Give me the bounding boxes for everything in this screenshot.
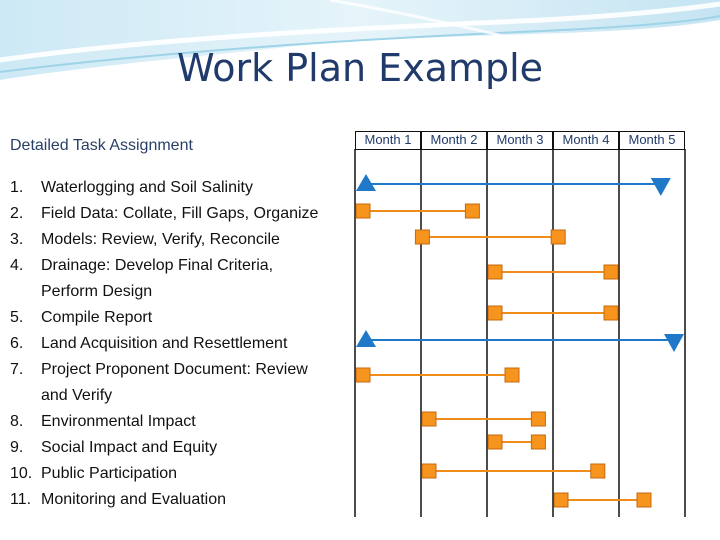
activity-start-box xyxy=(554,493,568,507)
month-header-1: Month 1 xyxy=(364,132,412,147)
task-label: Drainage: Develop Final Criteria, xyxy=(41,257,274,274)
task-label: Compile Report xyxy=(41,309,153,326)
activity-end-box xyxy=(531,412,545,426)
task-number: 7. xyxy=(10,361,24,378)
activity-start-box xyxy=(422,464,436,478)
task-label: Models: Review, Verify, Reconcile xyxy=(41,231,280,248)
milestone-start-triangle xyxy=(356,330,376,347)
activity-end-box xyxy=(604,265,618,279)
task-label: Project Proponent Document: Review xyxy=(41,361,308,378)
task-number: 11. xyxy=(10,491,32,508)
activity-start-box xyxy=(356,368,370,382)
month-header-cell xyxy=(488,132,553,150)
activity-end-box xyxy=(531,435,545,449)
activity-start-box xyxy=(488,265,502,279)
milestone-end-triangle xyxy=(664,334,684,352)
task-label: Field Data: Collate, Fill Gaps, Organize xyxy=(41,205,319,222)
month-header-cell xyxy=(356,132,421,150)
activity-end-box xyxy=(591,464,605,478)
milestone-start-triangle xyxy=(356,174,376,191)
task-label: Waterlogging and Soil Salinity xyxy=(41,179,253,196)
task-label: and Verify xyxy=(41,387,113,404)
month-header-cell xyxy=(422,132,487,150)
month-header-cell xyxy=(620,132,685,150)
month-header-4: Month 4 xyxy=(562,132,610,147)
task-label: Public Participation xyxy=(41,465,178,482)
task-label: Environmental Impact xyxy=(41,413,196,430)
activity-start-box xyxy=(356,204,370,218)
milestone-end-triangle xyxy=(651,178,671,196)
task-number: 8. xyxy=(10,413,24,430)
task-number: 5. xyxy=(10,309,24,326)
task-number: 9. xyxy=(10,439,24,456)
month-header-cell xyxy=(554,132,619,150)
task-number: 1. xyxy=(10,179,24,196)
task-number: 2. xyxy=(10,205,24,222)
task-label: Perform Design xyxy=(41,283,153,300)
activity-start-box xyxy=(488,306,502,320)
activity-start-box xyxy=(488,435,502,449)
month-header-3: Month 3 xyxy=(496,132,544,147)
task-number: 10. xyxy=(10,465,33,482)
activity-end-box xyxy=(604,306,618,320)
page-title: Work Plan Example xyxy=(176,46,544,90)
activity-end-box xyxy=(505,368,519,382)
task-label: Land Acquisition and Resettlement xyxy=(41,335,288,352)
month-header-2: Month 2 xyxy=(430,132,478,147)
activity-end-box xyxy=(551,230,565,244)
task-number: 4. xyxy=(10,257,24,274)
task-number: 6. xyxy=(10,335,24,352)
month-header-5: Month 5 xyxy=(628,132,676,147)
activity-start-box xyxy=(422,412,436,426)
task-label: Monitoring and Evaluation xyxy=(41,491,227,508)
task-number: 3. xyxy=(10,231,24,248)
activity-start-box xyxy=(415,230,429,244)
activity-end-box xyxy=(465,204,479,218)
task-label: Social Impact and Equity xyxy=(41,439,218,456)
section-subtitle: Detailed Task Assignment xyxy=(10,137,193,154)
activity-end-box xyxy=(637,493,651,507)
